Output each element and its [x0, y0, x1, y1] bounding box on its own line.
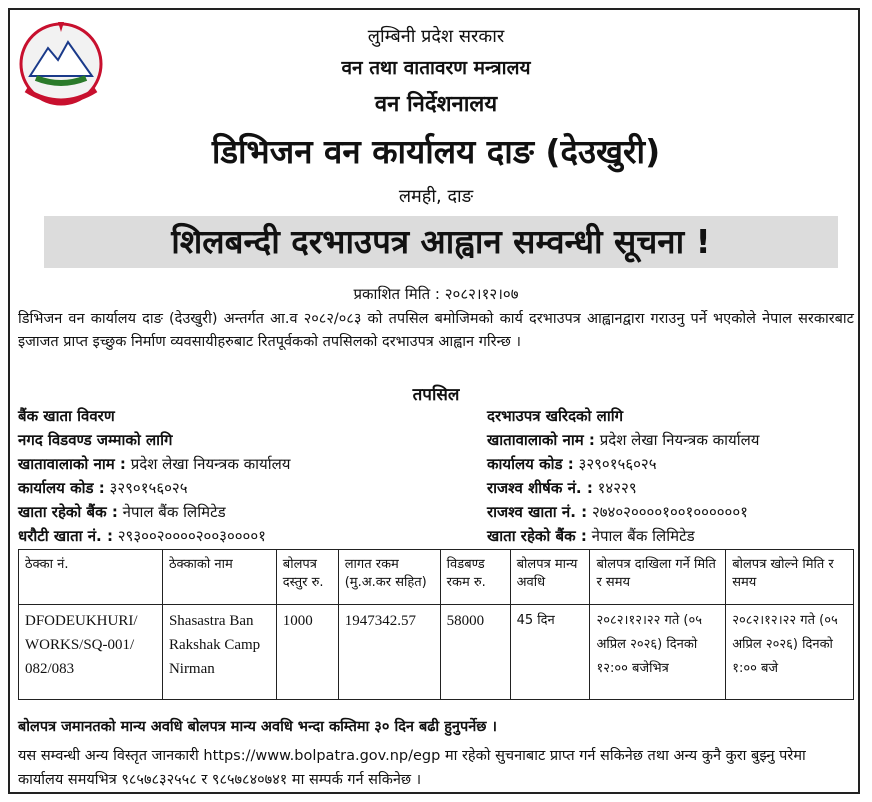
bank-details-left: [18, 404, 290, 548]
contact-note: यस सम्वन्धी अन्य विस्तृत जानकारी https://www.bolpatra.gov.np/egp मा रहेको सुचनाबाट प्राप्त गर्न सकिनेछ तथा अन्य कुनै कुरा बुझ्नु परेमा कार्यालय समयभित्र ९८५७८३२५५८ र ९८५७८४०७४१ मा सम्पर्क गर्न सकिनेछ ।: [18, 748, 806, 788]
notice-banner-title: शिलबन्दी दरभाउपत्र आह्वान सम्वन्धी सूचना !: [44, 216, 838, 268]
cell-opening-date: २०८२।१२।२२ गते (०५ अप्रिल २०२६) दिनको १:०० बजे: [726, 605, 854, 700]
bank-left-row: कार्यालय कोड : ३२९०१५६०२५: [18, 479, 188, 497]
bank-right-row: राजश्व खाता नं. : २७४०२००००१००१००००००१: [487, 503, 748, 521]
header-contract-no: ठेक्का नं.: [19, 550, 163, 605]
cell-contract-name: Shasastra Ban Rakshak Camp Nirman: [162, 605, 276, 700]
header-bid-bond: विडबण्ड रकम रु.: [440, 550, 510, 605]
header-opening-date: बोलपत्र खोल्ने मिति र समय: [726, 550, 854, 605]
header-bid-fee: बोलपत्र दस्तुर रु.: [276, 550, 338, 605]
cell-contract-no: DFODEUKHURI/ WORKS/SQ-001/ 082/083: [19, 605, 163, 700]
header-bid-validity: बोलपत्र मान्य अवधि: [510, 550, 590, 605]
bank-left-title: बैंक खाता विवरण: [18, 407, 115, 425]
header-contract-name: ठेक्काको नाम: [162, 550, 276, 605]
bank-right-title: दरभाउपत्र खरिदको लागि: [487, 407, 624, 425]
office-location: लमही, दाङ: [398, 186, 474, 207]
province-government: लुम्बिनी प्रदेश सरकार: [367, 26, 505, 47]
published-date: प्रकाशित मिति : २०८२।१२।०७: [353, 285, 519, 303]
directorate-name: वन निर्देशनालय: [374, 92, 498, 117]
bid-security-note: बोलपत्र जमानतको मान्य अवधि बोलपत्र मान्य अवधि भन्दा कम्तिमा ३० दिन बढी हुनुपर्नेछ ।: [18, 719, 497, 735]
bank-left-row: खाता रहेको बैंक : नेपाल बैंक लिमिटेड: [18, 503, 226, 521]
bank-details-right: [487, 404, 759, 548]
table-row: [19, 605, 854, 700]
bank-left-row: खातावालाको नाम : प्रदेश लेखा नियन्त्रक कार्यालय: [18, 455, 291, 473]
tender-table: [18, 549, 854, 700]
cell-cost-estimate: 1947342.57: [338, 605, 440, 700]
office-name: डिभिजन वन कार्यालय दाङ (देउखुरी): [211, 132, 661, 171]
header-cost-estimate: लागत रकम (मु.अ.कर सहित): [338, 550, 440, 605]
details-heading: तपसिल: [412, 385, 460, 405]
table-header-row: [19, 550, 854, 605]
bank-right-row: कार्यालय कोड : ३२९०१५६०२५: [487, 455, 657, 473]
cell-bid-fee: 1000: [276, 605, 338, 700]
bank-right-row: खातावालाको नाम : प्रदेश लेखा नियन्त्रक कार्यालय: [487, 431, 760, 449]
bank-left-row: धरौटी खाता नं. : २९३००२००००२००३००००१: [18, 527, 266, 545]
bank-right-row: राजश्व शीर्षक नं. : १४२२९: [487, 479, 637, 497]
header-submission-date: बोलपत्र दाखिला गर्ने मिति र समय: [590, 550, 726, 605]
cell-bid-validity: 45 दिन: [510, 605, 590, 700]
ministry-name: वन तथा वातावरण मन्त्रालय: [341, 57, 531, 79]
cell-submission-date: २०८२।१२।२२ गते (०५ अप्रिल २०२६) दिनको १२:०० बजेभित्र: [590, 605, 726, 700]
bank-left-subtitle: नगद विडवण्ड जम्माको लागि: [18, 431, 173, 449]
bank-right-row: खाता रहेको बैंक : नेपाल बैंक लिमिटेड: [487, 527, 695, 545]
intro-paragraph: डिभिजन वन कार्यालय दाङ (देउखुरी) अन्तर्गत आ.व २०८२/०८३ को तपसिल बमोजिमको कार्य दरभाउपत्र आह्वानद्वारा गराउनु पर्ने भएकोले नेपाल सरकारबाट इजाजत प्राप्त इच्छुक निर्माण व्यवसायीहरुबाट रितपूर्वकको तपसिलको दरभाउपत्र आह्वान गरिन्छ ।: [18, 311, 854, 350]
cell-bid-bond: 58000: [440, 605, 510, 700]
